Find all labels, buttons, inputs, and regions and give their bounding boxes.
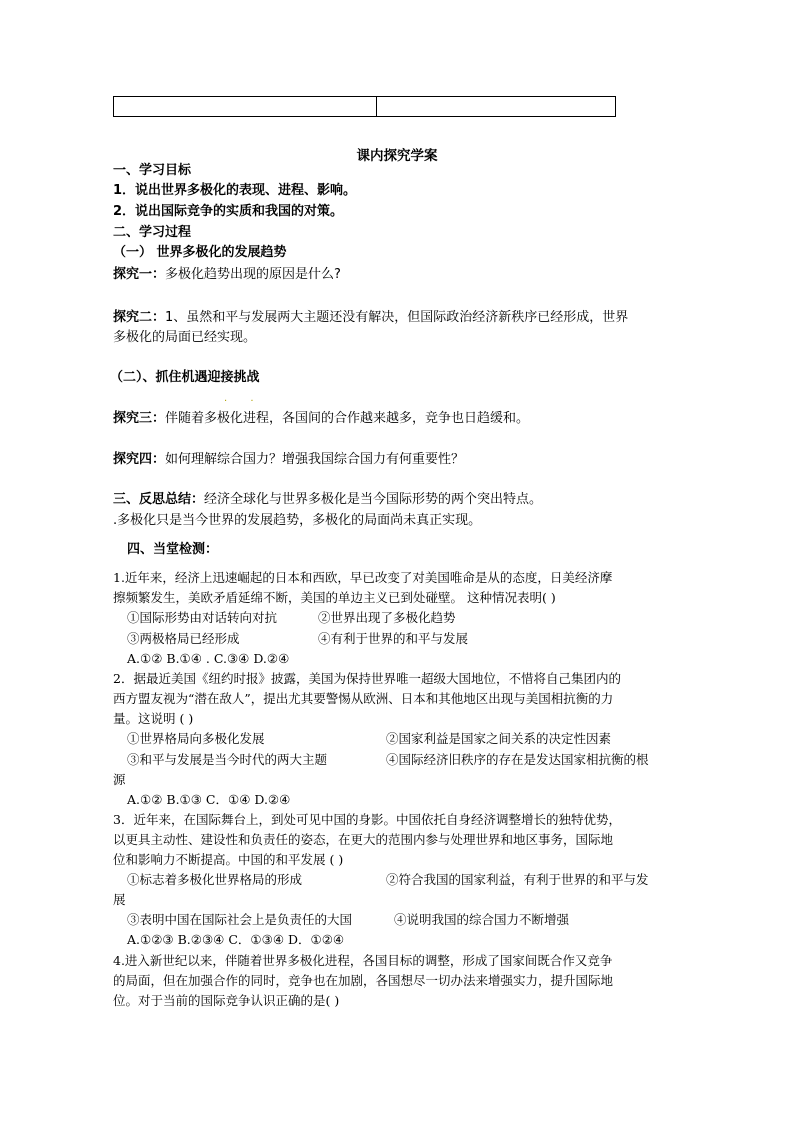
question-2-option-3: ③和平与发展是当今时代的两大主题 [127,752,328,767]
explore-1 [113,266,341,284]
explore-2-text: 1、虽然和平与发展两大主题还没有解决，但国际政治经济新秩序已经形成，世界 [165,310,629,325]
question-1-option-4: ④有利于世界的和平与发展 [318,631,469,646]
reflection-label: 三、反思总结： [113,492,205,507]
question-3-option-1: ①标志着多极化世界格局的形成 [127,872,303,887]
section-heading-process: 二、学习过程 [113,225,192,240]
question-3-line-3: 位和影响力不断提高。中国的和平发展 ( ) [113,852,344,867]
question-2-answers: A.①② B.①③ C．①④ D.②④ [127,792,291,807]
question-2-line-2: 西方盟友视为“潜在敌人”，提出尤其要警惕从欧洲、日本和其他地区出现与美国相抗衡的力 [113,691,614,706]
question-4-line-3: 位。对于当前的国际竞争认识正确的是( ) [113,993,340,1008]
question-3-option-2: ②符合我国的国家利益，有利于世界的和平与发 [386,872,649,887]
explore-3-label: 探究三： [113,411,166,426]
explore-4-label: 探究四： [113,452,166,467]
subsection-heading-1: （一） 世界多极化的发展趋势 [113,245,287,260]
question-1-option-1: ①国际形势由对话转向对抗 [127,610,278,625]
section-heading-objectives: 一、学习目标 [113,163,192,178]
question-3-line-1: 3．近年来，在国际舞台上，到处可见中国的身影。中国依托自身经济调整增长的独特优势， [113,812,621,827]
question-1-option-3: ③两极格局已经形成 [127,631,240,646]
question-1-answers: A.①② B.①④ . C.③④ D.②④ [127,651,290,666]
question-4-line-1: 4.进入新世纪以来，伴随着世界多极化进程，各国目标的调整，形成了国家间既合作又竞争 [113,953,613,968]
question-3-answers: A.①②③ B.②③④ C．①③④ D．①②④ [127,932,345,947]
question-2-line-3: 量。这说明 ( ) [113,711,194,726]
reflection-summary [113,491,542,509]
reflection-text: 经济全球化与世界多极化是当今国际形势的两个突出特点。 [204,492,543,507]
objective-2: 2．说出国际竞争的实质和我国的对策。 [113,204,344,219]
reflection-text-2: .多极化只是当今世界的发展趋势，多极化的局面尚未真正实现。 [113,513,482,528]
question-3-option-4: ④说明我国的综合国力不断增强 [394,912,570,927]
question-1-option-2: ②世界出现了多极化趋势 [318,610,456,625]
question-3-option-3: ③表明中国在国际社会上是负责任的大国 [127,912,353,927]
question-3-option-2-continued: 展 [113,892,126,907]
question-2-option-4-continued: 源 [113,772,126,787]
explore-2 [113,309,628,327]
decorative-dots: . . [224,393,264,404]
explore-2-continued: 多极化的局面已经实现。 [113,330,257,345]
question-1-line-2: 擦频繁发生，美欧矛盾延绵不断，美国的单边主义已到处碰壁。 这种情况表明( ) [113,590,556,605]
question-2-option-1: ①世界格局向多极化发展 [127,731,265,746]
header-table-cell-right [377,97,615,116]
objective-1: 1．说出世界多极化的表现、进程、影响。 [113,183,357,198]
page-title: 课内探究学案 [356,148,438,164]
question-2-option-4: ④国际经济旧秩序的存在是发达国家相抗衡的根 [386,752,649,767]
question-1-line-1: 1.近年来，经济上迅速崛起的日本和西欧，早已改变了对美国唯命是从的态度，日美经济摩 [113,570,613,585]
explore-4-text: 如何理解综合国力？增强我国综合国力有何重要性？ [165,452,465,467]
explore-2-label: 探究二： [113,310,166,325]
header-table-cell-left [114,97,377,116]
explore-1-text: 多极化趋势出现的原因是什么? [165,267,341,282]
subsection-heading-2: （二）、抓住机遇迎接挑战 [110,370,260,385]
explore-4 [113,451,464,469]
question-4-line-2: 的局面，但在加强合作的同时，竞争也在加剧，各国想尽一切办法来增强实力，提升国际地 [113,973,614,988]
explore-3 [113,410,529,428]
question-3-line-2: 以更具主动性、建设性和负责任的姿态，在更大的范围内参与处理世界和地区事务，国际地 [113,832,614,847]
explore-1-label: 探究一： [113,267,166,282]
header-table [113,96,616,117]
question-2-line-1: 2．据最近美国《纽约时报》披露，美国为保持世界唯一超级大国地位，不惜将自己集团内的 [113,671,621,686]
question-2-option-2: ②国家利益是国家之间关系的决定性因素 [386,731,612,746]
explore-3-text: 伴随着多极化进程，各国间的合作越来越多，竞争也日趋缓和。 [165,411,530,426]
section-heading-quiz: 四、当堂检测： [127,542,219,557]
